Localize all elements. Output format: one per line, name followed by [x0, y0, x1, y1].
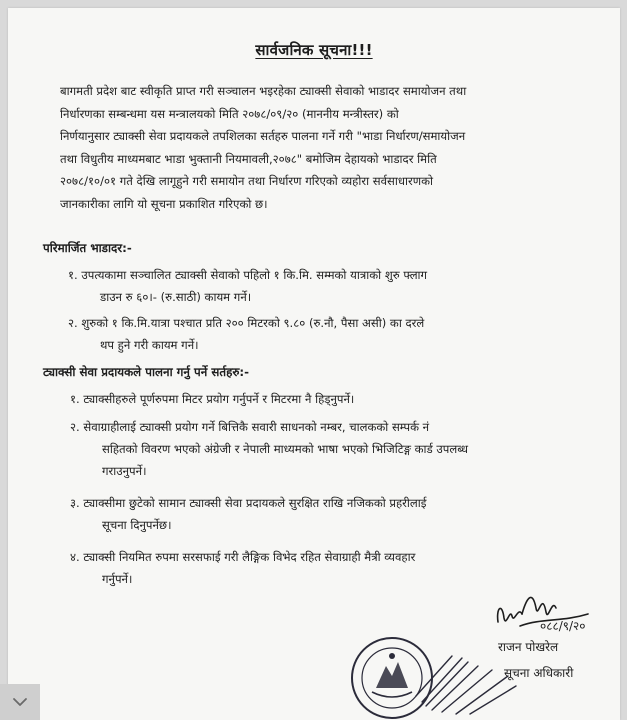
chevron-down-icon: [12, 697, 28, 707]
condition-line: सहितको विवरण भएको अंग्रेजी र नेपाली माध्यमको भाषा भएको भिजिटिङ्ग कार्ड उपलब्ध: [102, 442, 468, 456]
condition-line: गराउनुपर्ने।: [102, 464, 147, 478]
intro-paragraph: [60, 80, 595, 215]
signatory-name: राजन पोखरेल: [498, 640, 559, 654]
intro-line: निर्णयानुसार ट्याक्सी सेवा प्रदायकले तपशिलका सर्तहरु पालना गर्ने गरी "भाडा निर्धारण/समायोजन: [60, 129, 466, 143]
fare-item-2: [68, 312, 588, 356]
intro-line: निर्धारणका सम्बन्धमा यस मन्त्रालयको मिति २०७८/०९/२० (माननीय मन्त्रीस्तर) को: [60, 106, 399, 121]
fare-item-1: [68, 264, 588, 308]
intro-line: २०७८/१०/०१ गते देखि लागूहुने गरी समायोन तथा निर्धारण गरिएको व्यहोरा सर्वसाधारणको: [60, 174, 434, 188]
signature-date: ०८८/९/२०: [540, 619, 586, 633]
intro-line: जानकारीका लागि यो सूचना प्रकाशित गरिएको छ।: [60, 196, 268, 211]
fare-item-line: डाउन रु ६०।- (रु.साठी) कायम गर्ने।: [100, 290, 252, 304]
condition-item-2: [70, 416, 590, 482]
fare-heading: परिमार्जित भाडादर:-: [43, 241, 132, 255]
fare-item-line: थप हुने गरी कायम गर्ने।: [100, 338, 199, 352]
signatory-role: सूचना अधिकारी: [504, 666, 574, 680]
intro-line: बागमती प्रदेश बाट स्वीकृति प्राप्त गरी सञ्चालन भइरहेका ट्याक्सी सेवाको भाडादर समायोजन तथा: [60, 84, 467, 98]
intro-line: तथा विधुतीय माध्यमबाट भाडा भुक्तानी नियमावली,२०७८" बमोजिम देहायको भाडादर मिति: [60, 151, 437, 166]
condition-line: ४. ट्याक्सी नियमित रुपमा सरसफाई गरी लैङ्गिक विभेद रहित सेवाग्राही मैत्री व्यवहार: [70, 550, 416, 564]
notice-title: सार्वजनिक सूचना!!!: [255, 41, 373, 59]
condition-line: २. सेवाग्राहीलाई ट्याक्सी प्रयोग गर्ने बित्तिकै सवारी साधनको नम्बर, चालकको सम्पर्क नं: [70, 420, 430, 434]
handwritten-signature: [492, 578, 604, 636]
collapse-toggle[interactable]: [0, 684, 40, 720]
fare-item-line: २. शुरुको १ कि.मि.यात्रा पश्चात प्रति २०० मिटरको ९.८० (रु.नौ, पैसा असी) का दरले: [68, 316, 425, 330]
notice-document: [8, 8, 620, 720]
signature-block: [478, 578, 618, 718]
condition-line: १. ट्याक्सीहरुले पूर्णरुपमा मिटर प्रयोग गर्नुपर्ने र मिटरमा नै हिड्नुपर्ने।: [70, 392, 355, 406]
fare-item-line: १. उपत्यकामा सञ्चालित ट्याक्सी सेवाको पहिलो १ कि.मि. सम्मको यात्राको शुरु फ्लाग: [68, 268, 428, 282]
condition-line: ३. ट्याक्सीमा छुटेको सामान ट्याक्सी सेवा प्रदायकले सुरक्षित राखि नजिकको प्रहरीलाई: [70, 496, 427, 510]
condition-item-1: [70, 388, 590, 410]
conditions-heading: ट्याक्सी सेवा प्रदायकले पालना गर्नु पर्ने सर्तहरु:-: [43, 365, 250, 379]
condition-line: सूचना दिनुपर्नेछ।: [102, 518, 172, 532]
condition-line: गर्नुपर्ने।: [102, 572, 133, 586]
condition-item-3: [70, 492, 590, 536]
